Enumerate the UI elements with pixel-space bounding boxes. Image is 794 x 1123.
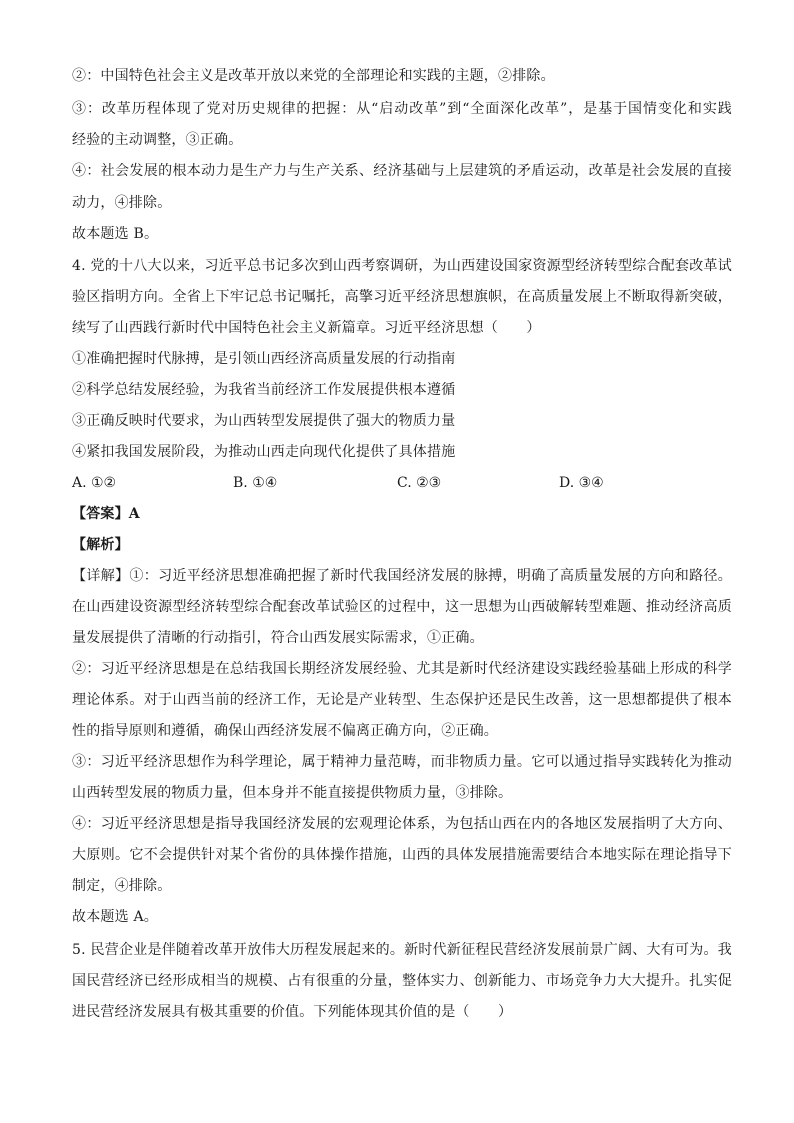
analysis-line: 动力，④排除。 (72, 195, 172, 211)
statement-item: ③正确反映时代要求，为山西转型发展提供了强大的物质力量 (72, 413, 456, 429)
analysis-line: ④：习近平经济思想是指导我国经济发展的宏观理论体系，为包括山西在内的各地区发展指明了大方向、 (72, 816, 732, 832)
question-stem: 续写了山西践行新时代中国特色社会主义新篇章。习近平经济思想（ ） (72, 320, 541, 336)
analysis-line: 在山西建设资源型经济转型综合配套改革试验区的过程中，这一思想为山西破解转型难题、推动经济高质 (72, 599, 732, 615)
analysis-line: 制定，④排除。 (72, 878, 172, 894)
analysis-line: 量发展提供了清晰的行动指引，符合山西发展实际需求，①正确。 (72, 630, 484, 646)
analysis-line: ③：习近平经济思想作为科学理论，属于精神力量范畴，而非物质力量。它可以通过指导实践转化为推动 (72, 754, 732, 770)
analysis-label: 【解析】 (72, 537, 129, 553)
analysis-line: 山西转型发展的物质力量，但本身并不能直接提供物质力量，③排除。 (72, 785, 513, 801)
analysis-line: 大原则。它不会提供针对某个省份的具体操作措施，山西的具体发展措施需要结合本地实际在理论指导下 (72, 847, 732, 863)
question-stem: 验区指明方向。全省上下牢记总书记嘱托，高擎习近平经济思想旗帜，在高质量发展上不断取得新突破， (72, 289, 732, 305)
question-stem: 进民营经济发展具有极其重要的价值。下列能体现其价值的是（ ） (72, 1004, 513, 1020)
question-stem: 4. 党的十八大以来，习近平总书记多次到山西考察调研，为山西建设国家资源型经济转型综合配套改革试 (72, 258, 732, 274)
option-d: D. ③④ (559, 475, 604, 491)
analysis-line: 性的指导原则和遵循，确保山西经济发展不偏离正确方向，②正确。 (72, 723, 498, 739)
question-stem: 国民营经济已经形成相当的规模、占有很重的分量，整体实力、创新能力、市场竞争力大大提升。扎实促 (72, 973, 732, 989)
analysis-line: 经验的主动调整，③正确。 (72, 132, 243, 148)
statement-item: ①准确把握时代脉搏，是引领山西经济高质量发展的行动指南 (72, 351, 456, 367)
analysis-line: ②：中国特色社会主义是改革开放以来党的全部理论和实践的主题，②排除。 (72, 68, 555, 84)
option-b: B. ①④ (233, 475, 278, 491)
conclusion-line: 故本题选 A。 (72, 909, 158, 925)
statement-item: ②科学总结发展经验，为我省当前经济工作发展提供根本遵循 (72, 382, 456, 398)
answer-label: 【答案】A (72, 506, 140, 522)
analysis-line: ③：改革历程体现了党对历史规律的把握：从“启动改革”到“全面深化改革”，是基于国情变化和实践 (72, 101, 732, 117)
question-stem: 5. 民营企业是伴随着改革开放伟大历程发展起来的。新时代新征程民营经济发展前景广阔、大有可为。我 (72, 942, 732, 958)
analysis-line: 理论体系。对于山西当前的经济工作，无论是产业转型、生态保护还是民生改善，这一思想都提供了根本 (72, 692, 732, 708)
analysis-line: ②：习近平经济思想是在总结我国长期经济发展经验、尤其是新时代经济建设实践经验基础上形成的科学 (72, 661, 732, 677)
conclusion-line: 故本题选 B。 (72, 226, 159, 242)
statement-item: ④紧扣我国发展阶段，为推动山西走向现代化提供了具体措施 (72, 444, 456, 460)
analysis-line: ④：社会发展的根本动力是生产力与生产关系、经济基础与上层建筑的矛盾运动，改革是社会发展的直接 (72, 163, 732, 179)
option-c: C. ②③ (397, 475, 442, 491)
option-a: A. ①② (72, 475, 117, 491)
answer-options (72, 473, 732, 493)
analysis-line: 【详解】①：习近平经济思想准确把握了新时代我国经济发展的脉搏，明确了高质量发展的方向和路径。 (72, 568, 732, 584)
